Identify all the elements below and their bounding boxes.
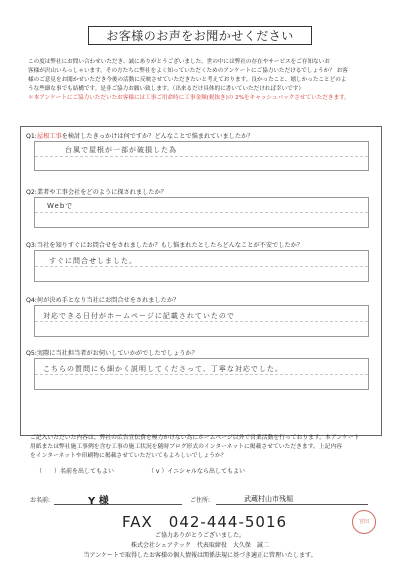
fax-number: FAX 042-444-5016 [122,513,288,531]
question-text: を検討したきっかけは何ですか？どんなことで悩まれていましたか？ [61,133,254,140]
question-highlight: 屋根工事 [36,133,62,140]
address-underline [216,504,368,505]
question-prefix: Q4: [26,297,37,304]
answer-text: 対応できる日付がホームページに記載されていたので [43,312,235,320]
question-text: 当社を知りすぐにお問合せをされましたか？もし悩まれたとしたらどんなことが不安でしたか？ [36,242,303,249]
intro-line: うな些細な事でも結構です。是非ご協力お願い致します。（出来るだけ具体的に書いていただければ幸いです） [28,86,304,92]
page-title [88,26,312,45]
ruled-line [35,266,368,267]
address-value[interactable]: 武蔵村山市残堀 [244,495,293,503]
question-5 [26,348,198,357]
cashback-note: ＊本アンケートにご協力いただいたお客様には工事ご用命時に工事金額(税抜き)の 2%をキャッシュバックさせていただきます。 [28,95,350,101]
thanks-text: ご協力ありがとうございました。 [154,532,245,539]
name-label: お名前: [30,497,51,504]
company-text: 株式会社シェアテック 代表取締役 大久保 誠二 [131,542,269,549]
answer-box-3[interactable] [34,250,369,282]
seal-stamp: 宮田 [352,510,376,534]
question-text: 実際に当社担当者がお伺いしていかがでしたでしょうか？ [36,350,198,357]
answer-text: Webで [47,202,74,210]
answer-text: こちらの質問にも細かく説明してくださって、丁寧な対応でした。 [43,365,283,373]
question-4 [26,295,179,304]
answer-box-5[interactable] [34,358,369,390]
question-2 [26,187,167,196]
name-value[interactable]: Y 様 [88,496,109,507]
option-initials-ok[interactable]: （ v ）イニシャルなら出してもよい [148,468,246,475]
name-underline [54,504,182,505]
answer-box-2[interactable] [34,197,369,228]
answer-box-1[interactable] [34,141,369,171]
answer-box-4[interactable] [34,305,369,337]
customer-info-row [24,492,376,506]
ruled-line [35,212,368,213]
question-prefix: Q5: [26,350,37,357]
address-label: ご住所: [190,497,211,504]
option-name-ok[interactable]: （ ）名前を出してもよい [36,468,115,475]
privacy-text: 当アンケートで取得したお客様の個人情報は関係法規に基づき適正に管理いたします。 [83,552,317,559]
answer-text: 台風で屋根が一部が破損した為 [65,146,177,154]
question-1 [26,131,253,140]
question-prefix: Q1: [26,133,37,140]
consent-line: をインターネットや印刷物に掲載させていただいてもよろしいでしょうか？ [30,453,227,459]
question-prefix: Q3: [26,242,37,249]
question-prefix: Q2: [26,189,37,196]
ruled-line [35,156,368,157]
intro-line: この度は弊社にお問い合わせいただき、誠にありがとうございました。世の中には弊社の存在やサービスをご存知ないお [28,59,330,65]
publication-consent [30,434,376,461]
ruled-line [35,374,368,375]
page-title-text: お客様のお声をお聞かせください [106,29,294,43]
consent-line: 用紙または弊社施工事例を含む工事の施工状況を随時ブログ形式のインターネットに掲載させていただきます。上記内容 [30,444,343,450]
ruled-line [35,321,368,322]
question-3 [26,240,303,249]
intro-text [28,58,376,103]
intro-line: 客様が沢山いらっしゃいます。その方たちに弊社をよく知っていただくためのアンケートにご協力いただけるでしょうか？ お客 [28,68,348,74]
question-text: 業者や工事会社をどのように探されましたか？ [36,189,167,196]
intro-line: 様のご意見をお聞かせいただき今後の活動に反映させていただきたいと考えております。良かったこと、嬉しかったことどのよ [28,77,347,83]
answer-text: すぐに問合せしました。 [49,257,137,265]
consent-line: ご記入いただいた内容は、弊社の広告宣伝費を極力かけない為にホームページ以外で営業活動を行っております。本アンケート [30,435,360,441]
question-text: 何が決め手となり当社にお問合せをされましたか？ [36,297,180,304]
